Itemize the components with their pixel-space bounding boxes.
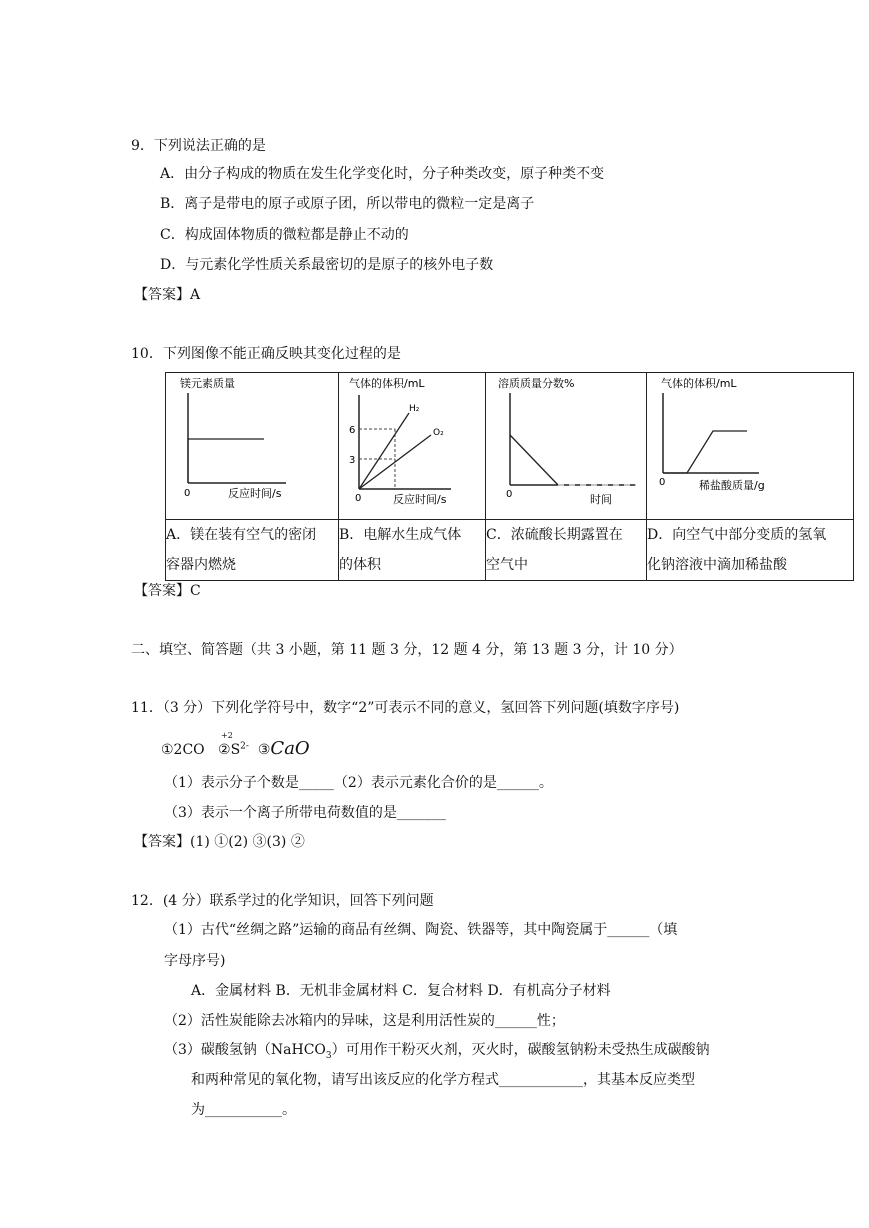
q11-part1: （1）表示分子个数是_____（2）表示元素化合价的是______。	[164, 775, 553, 791]
chart-b-ylabel: 气体的体积/mL	[349, 377, 425, 390]
chart-a-cell	[166, 373, 339, 520]
chart-d	[647, 373, 853, 519]
chart-a-ylabel: 镁元素质量	[180, 377, 235, 390]
chart-d-xlabel: 稀盐酸质量/g	[699, 479, 765, 492]
q11-symbol-2: $②S^{2-}$	[218, 741, 249, 758]
section2-heading: 二、填空、简答题（共 3 小题，第 11 题 3 分，12 题 4 分，第 13 题 3 分，计 10 分）	[131, 642, 683, 658]
chart-a	[166, 373, 338, 519]
q12-part3-line2: 和两种常见的氧化物，请写出该反应的化学方程式____________，其基本反应类型	[191, 1072, 695, 1088]
chart-d-series-line	[663, 431, 747, 473]
q12-stem: 12．(4 分）联系学过的化学知识，回答下列问题	[131, 893, 434, 909]
chart-d-origin: 0	[659, 477, 666, 488]
chart-d-caption: D．向空气中部分变质的氢氧 化钠溶液中滴加稀盐酸	[647, 520, 854, 581]
chart-b-h2-line	[359, 413, 409, 489]
chart-a-xlabel: 反应时间/s	[228, 487, 282, 500]
q9-answer: 【答案】A	[134, 287, 201, 303]
q10-stem: 10．下列图像不能正确反映其变化过程的是	[131, 346, 401, 362]
chart-a-series-line	[188, 439, 264, 483]
chart-b-tick-3: 3	[349, 455, 356, 466]
chart-b-tick-6: 6	[349, 425, 356, 436]
chart-a-caption: A．镁在装有空气的密闭 容器内燃烧	[166, 520, 339, 581]
q11-symbol-3: ③CaO	[257, 738, 310, 759]
q11-symbols	[161, 740, 310, 758]
chart-b-caption: B．电解水生成气体 的体积	[339, 520, 486, 581]
q12-part1-line1: （1）古代“丝绸之路”运输的商品有丝绸、陶瓷、铁器等，其中陶瓷属于______（填	[164, 922, 678, 938]
chart-c	[486, 373, 646, 519]
q9-option-c: C．构成固体物质的微粒都是静止不动的	[160, 227, 409, 243]
chart-b-cell	[339, 373, 486, 520]
q10-answer: 【答案】C	[134, 583, 201, 599]
q9-option-d: D．与元素化学性质关系最密切的是原子的核外电子数	[160, 257, 494, 273]
chart-c-series-line	[510, 435, 558, 485]
q11-stem: 11．（3 分）下列化学符号中，数字“2”可表示不同的意义，氢回答下列问题(填数字序号)	[131, 700, 680, 716]
chart-d-ylabel: 气体的体积/mL	[661, 377, 737, 390]
chart-c-xlabel: 时间	[590, 493, 612, 506]
q10-chart-table	[165, 372, 854, 581]
chart-a-origin: 0	[184, 488, 191, 499]
chart-d-cell	[647, 373, 854, 520]
chart-b-origin: 0	[355, 493, 362, 504]
q12-part1-line2: 字母序号)	[164, 953, 226, 969]
q11-symbol-1: ①2CO	[161, 742, 205, 758]
q9-option-b: B．离子是带电的原子或原子团，所以带电的微粒一定是离子	[160, 196, 535, 212]
chart-c-ylabel: 溶质质量分数%	[498, 377, 575, 390]
chart-c-caption: C．浓硫酸长期露置在 空气中	[486, 520, 647, 581]
q12-options: A．金属材料 B．无机非金属材料 C．复合材料 D．有机高分子材料	[191, 983, 611, 999]
chart-c-origin: 0	[506, 489, 513, 500]
q12-part3-line3: 为___________。	[191, 1102, 296, 1118]
chart-b-xlabel: 反应时间/s	[393, 493, 447, 506]
q9-stem: 9．下列说法正确的是	[131, 138, 266, 154]
q11-answer: 【答案】(1) ①(2) ③(3) ②	[134, 834, 305, 850]
chart-b	[339, 373, 485, 519]
chart-c-cell	[486, 373, 647, 520]
q9-option-a: A．由分子构成的物质在发生化学变化时，分子种类改变，原子种类不变	[160, 166, 605, 182]
chart-b-h2-label: H₂	[409, 404, 420, 414]
q12-part3-line1: （3）碳酸氢钠（NaHCO$_3$）可用作干粉灭火剂，灭火时，碳酸氢钠粉未受热生成碳酸钠	[164, 1042, 710, 1061]
q11-part3: （3）表示一个离子所带电荷数值的是_______	[164, 805, 446, 821]
q12-part2: （2）活性炭能除去冰箱内的异味，这是利用活性炭的______性；	[164, 1013, 565, 1029]
chart-b-o2-label: O₂	[433, 428, 444, 438]
q11-valence-mark: +2	[221, 731, 233, 740]
